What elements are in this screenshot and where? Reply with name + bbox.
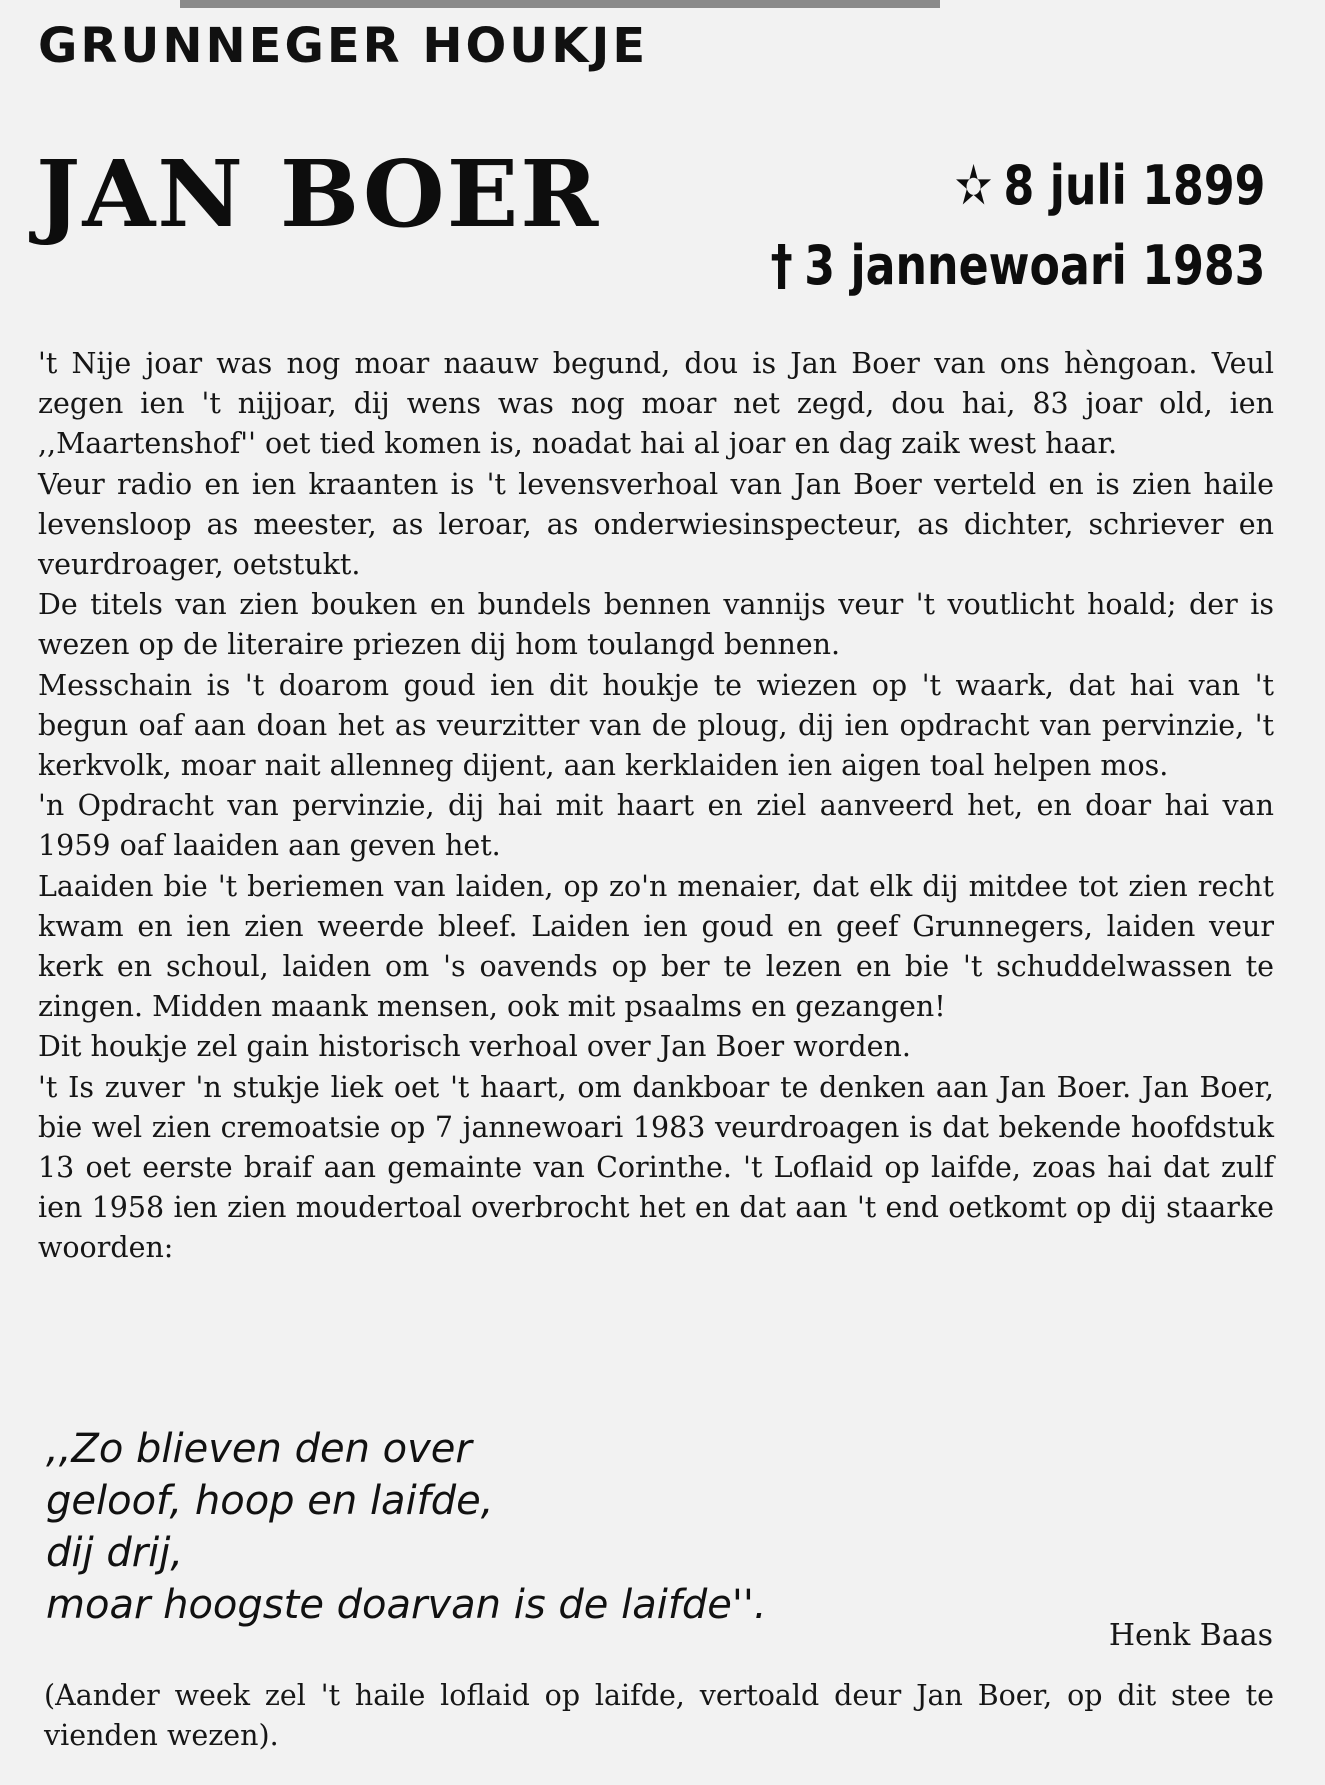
birth-date: 8 juli 1899 xyxy=(1003,154,1265,217)
death-date: 3 jannewoari 1983 xyxy=(803,234,1265,297)
quote-line: ,,Zo blieven den over xyxy=(46,1426,472,1472)
person-name: JAN BOER xyxy=(36,140,601,248)
cross-icon: † xyxy=(770,234,793,297)
paragraph: Messchain is 't doarom goud ien dit houkje te wiezen op 't waark, dat hai van 't begun oaf aan doan het as veurzitter van de ploug, dij ien opdracht van pervinzie, 't kerkvolk, moar nait allenneg dijent, aan kerklaiden ien aigen toal helpen mos. xyxy=(38,668,1274,783)
paragraph: Veur radio en ien kraanten is 't levensverhoal van Jan Boer verteld en is zien haile levensloop as meester, as leroar, as onderwiesinspecteur, as dichter, schriever en veurdroager, oetstukt. xyxy=(38,467,1274,582)
paragraph: 'n Opdracht van pervinzie, dij hai mit haart en ziel aanveerd het, en doar hai van 1959 oaf laaiden aan geven het. xyxy=(38,789,1274,863)
death-line xyxy=(770,226,1265,306)
author-signature: Henk Baas xyxy=(1108,1618,1273,1653)
bible-quote xyxy=(46,1423,946,1631)
paragraph: Laaiden bie 't beriemen van laiden, op zo'n menaier, dat elk dij mitdee tot zien recht kwam en ien zien weerde bleef. Laiden ien goud en geef Grunnegers, laiden veur kerk en schoul, laiden om 's oavends op ber te lezen en bie 't schuddelwassen te zingen. Midden maank mensen, ook mit psaalms en gezangen! xyxy=(38,869,1274,1024)
birth-line xyxy=(770,146,1265,226)
quote-line: geloof, hoop en laifde, xyxy=(46,1478,494,1524)
footnote: (Aander week zel 't haile loflaid op laifde, vertoald deur Jan Boer, op dit stee te vienden wezen). xyxy=(44,1679,1274,1752)
life-dates xyxy=(770,146,1265,306)
paragraph: De titels van zien bouken en bundels bennen vannijs veur 't voutlicht hoald; der is wezen op de literaire priezen dij hom toulangd bennen. xyxy=(38,588,1274,662)
star-icon: ✫ xyxy=(954,154,992,217)
quote-line: moar hoogste doarvan is de laifde''. xyxy=(46,1582,767,1628)
column-title: GRUNNEGER HOUKJE xyxy=(38,18,649,74)
paragraph: Dit houkje zel gain historisch verhoal over Jan Boer worden. xyxy=(38,1030,911,1064)
article-body xyxy=(38,344,1274,1269)
quote-line: dij drij, xyxy=(46,1530,184,1576)
header-rule xyxy=(180,0,940,8)
paragraph: 't Nije joar was nog moar naauw begund, dou is Jan Boer van ons hèngoan. Veul zegen ien 't nijjoar, dij wens was nog moar net zegd, dou hai, 83 joar old, ien ,,Maartenshof'' oet tied komen is, noadat hai al joar en dag zaik west haar. xyxy=(38,347,1274,461)
paragraph: 't Is zuver 'n stukje liek oet 't haart, om dankboar te denken aan Jan Boer. Jan Boer, bie wel zien cremoatsie op 7 jannewoari 1983 veurdroagen is dat bekende hoofdstuk 13 oet eerste braif aan gemainte van Corinthe. 't Loflaid op laifde, zoas hai dat zulf ien 1958 ien zien moudertoal overbrocht het en dat aan 't end oetkomt op dij staarke woorden: xyxy=(38,1070,1274,1265)
